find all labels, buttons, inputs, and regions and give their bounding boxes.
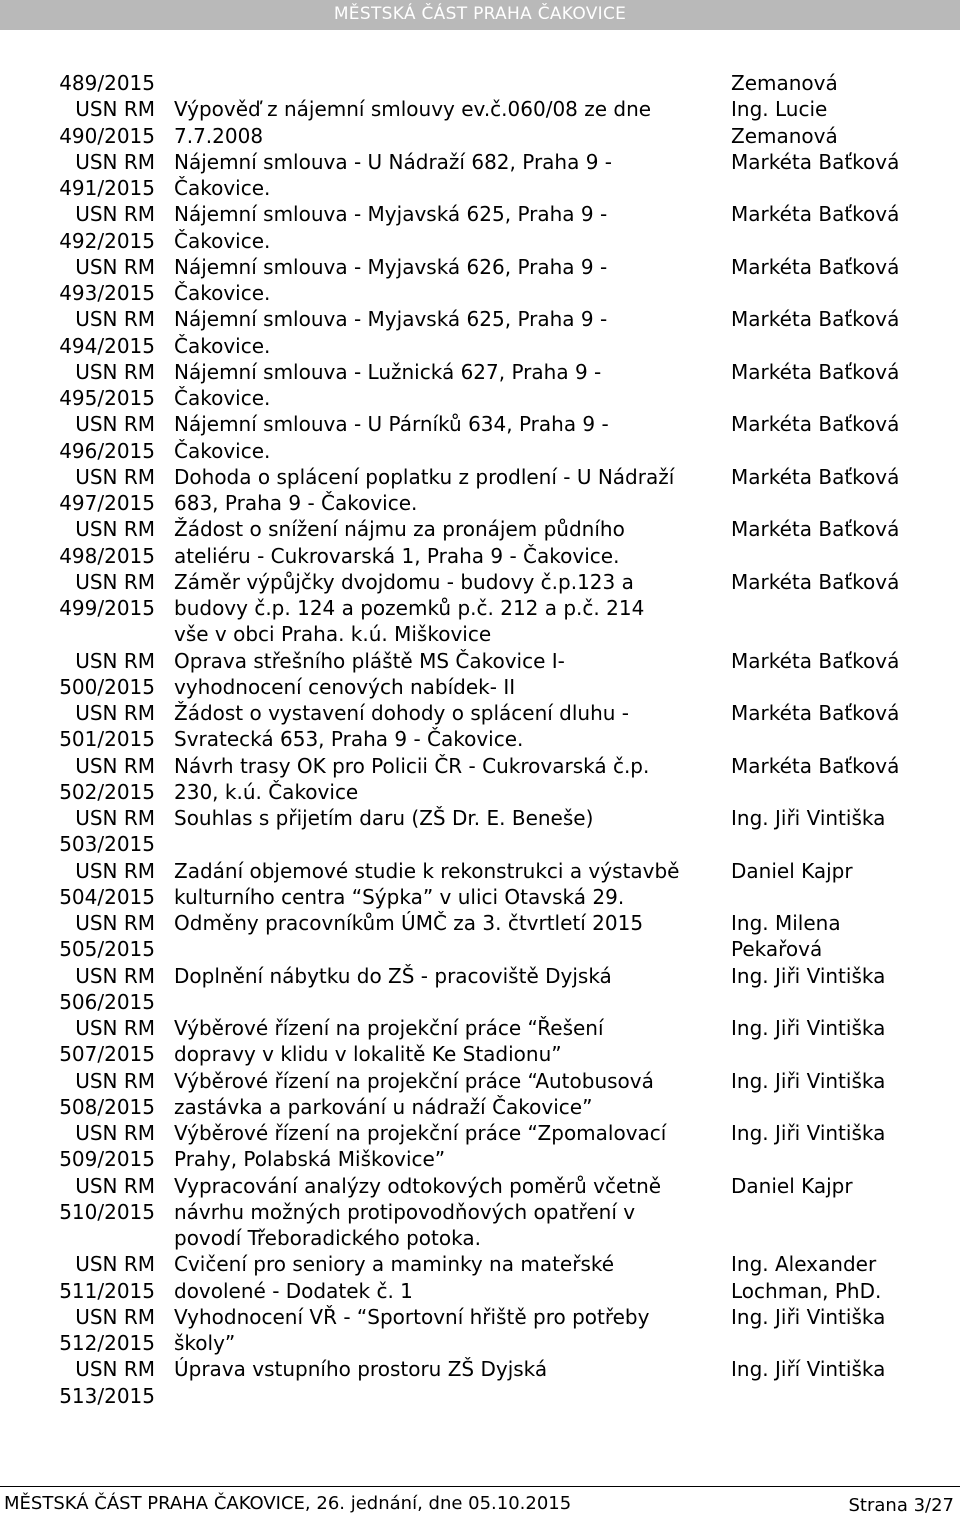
resolution-title: Úprava vstupního prostoru ZŠ Dyjská [174,1357,548,1382]
resolution-number: 489/2015 USN RM 490/2015 [59,71,155,148]
responsible-person: Markéta Baťková [731,254,900,279]
resolution-number: USN RM 506/2015 [59,963,155,1014]
responsible-person: Ing. Milena Pekařová [731,911,841,962]
responsible-person: Ing. Alexander Lochman, PhD. [731,1252,882,1303]
responsible-person: Daniel Kajpr [731,858,853,883]
table-row [0,858,960,911]
resolution-title: Žádost o vystavení dohody o splácení dluhu - Svratecká 653, Praha 9 - Čakovice. [174,701,630,752]
responsible-person: Markéta Baťková [731,517,900,542]
responsible-person: Markéta Baťková [731,412,900,437]
table-row [0,1068,960,1121]
resolution-number: USN RM 501/2015 [59,701,155,752]
responsible-person: Markéta Baťková [731,701,900,725]
resolution-number: USN RM 498/2015 [59,517,155,568]
resolution-number: USN RM 493/2015 [59,254,155,305]
resolution-number: USN RM 500/2015 [59,648,155,699]
resolution-title: Vyhodnocení VŘ - “Sportovní hřiště pro potřeby školy” [174,1304,650,1355]
table-row [0,963,960,1016]
resolution-number: USN RM 494/2015 [59,307,155,358]
resolution-title: Výběrové řízení na projekční práce “Autobusová zastávka a parkování u nádraží Čakovice” [174,1068,654,1119]
resolution-number: USN RM 504/2015 [59,858,155,909]
resolution-title: Cvičení pro seniory a maminky na mateřské dovolené - Dodatek č. 1 [174,1252,615,1303]
footer-divider [0,1486,960,1487]
table-row [0,1356,960,1409]
table-row [0,1251,960,1304]
responsible-person: Zemanová Ing. Lucie Zemanová [731,71,838,148]
resolution-number: USN RM 507/2015 [59,1016,155,1067]
table-row [0,648,960,701]
table-row [0,70,960,149]
responsible-person: Ing. Jiři Vintiška [731,1121,886,1145]
responsible-person: Markéta Baťková [731,202,900,227]
responsible-person: Ing. Jiři Vintiška [731,1068,886,1093]
page-header [0,0,960,30]
table-row [0,306,960,359]
resolution-number: USN RM 491/2015 [59,149,155,200]
table-row [0,359,960,412]
resolution-number: USN RM 508/2015 [59,1068,155,1119]
header-title: MĚSTSKÁ ČÁST PRAHA ČAKOVICE [333,4,627,24]
resolution-title: Návrh trasy OK pro Policii ČR - Cukrovarská č.p. 230, k.ú. Čakovice [174,753,650,804]
responsible-person: Markéta Baťková [731,464,900,489]
resolution-number: USN RM 503/2015 [59,806,155,857]
table-row [0,700,960,753]
responsible-person: Ing. Jiří Vintiška [731,1357,886,1382]
table-row [0,149,960,202]
footer-page-number: Strana 3/27 [848,1495,954,1516]
resolution-title: Dohoda o splácení poplatku z prodlení - U Nádraží 683, Praha 9 - Čakovice. [174,464,675,515]
resolution-title: Nájemní smlouva - U Párníků 634, Praha 9 - Čakovice. [174,412,609,463]
resolution-title: Zadání objemové studie k rekonstrukci a výstavbě kulturního centra “Sýpka” v ulici Otavská 29. [174,858,680,909]
resolution-number: USN RM 510/2015 [59,1173,155,1224]
table-row [0,1120,960,1173]
responsible-person: Ing. Jiři Vintiška [731,1304,886,1329]
resolution-title: Žádost o snížení nájmu za pronájem půdního ateliéru - Cukrovarská 1, Praha 9 - Čakovice. [174,517,625,568]
responsible-person: Markéta Baťková [731,753,900,778]
resolution-title: Výpověď z nájemní smlouvy ev.č.060/08 ze dne 7.7.2008 [174,97,652,148]
table-row [0,516,960,569]
responsible-person: Markéta Baťková [731,307,900,332]
responsible-person: Markéta Baťková [731,359,900,384]
table-row [0,254,960,307]
resolution-title: Nájemní smlouva - U Nádraží 682, Praha 9 - Čakovice. [174,149,613,200]
responsible-person: Ing. Jiři Vintiška [731,963,886,988]
resolution-title: Výběrové řízení na projekční práce “Zpomalovací Prahy, Polabská Miškovice” [174,1121,667,1172]
resolution-title: Oprava střešního pláště MS Čakovice I- vyhodnocení cenových nabídek- II [174,648,565,699]
table-row [0,411,960,464]
table-row [0,1173,960,1252]
table-row [0,910,960,963]
table-row [0,464,960,517]
resolution-title: Vypracování analýzy odtokových poměrů včetně návrhu možných protipovodňových opatření v povodí Třeboradického potoka. [174,1173,662,1250]
table-row [0,569,960,648]
resolution-number: USN RM 496/2015 [59,412,155,463]
table-row [0,805,960,858]
table-row [0,201,960,254]
responsible-person: Markéta Baťková [731,648,900,673]
resolution-number: USN RM 497/2015 [59,464,155,515]
resolution-number: USN RM 492/2015 [59,202,155,253]
table-row [0,1304,960,1357]
resolution-number: USN RM 499/2015 [59,569,155,620]
resolution-title: Odměny pracovníkům ÚMČ za 3. čtvrtletí 2015 [174,911,644,935]
resolution-number: USN RM 512/2015 [59,1304,155,1355]
resolution-number: USN RM 495/2015 [59,359,155,410]
resolution-title: Výběrové řízení na projekční práce “Řešení dopravy v klidu v lokalitě Ke Stadionu” [174,1016,604,1067]
resolution-title: Nájemní smlouva - Myjavská 625, Praha 9 - Čakovice. [174,202,608,253]
resolution-number: USN RM 502/2015 [59,753,155,804]
responsible-person: Daniel Kajpr [731,1173,853,1198]
resolution-title: Záměr výpůjčky dvojdomu - budovy č.p.123 a budovy č.p. 124 a pozemků p.č. 212 a p.č. 214 vše v obci Praha. k.ú. Miškovice [174,569,645,647]
responsible-person: Ing. Jiři Vintiška [731,806,886,830]
resolution-number: USN RM 513/2015 [59,1357,155,1408]
responsible-person: Markéta Baťková [731,149,900,174]
table-row [0,753,960,806]
resolution-table [0,70,960,1409]
resolution-number: USN RM 505/2015 [59,911,155,962]
table-row [0,1015,960,1068]
resolution-title: Nájemní smlouva - Myjavská 626, Praha 9 - Čakovice. [174,254,608,305]
resolution-title: Nájemní smlouva - Myjavská 625, Praha 9 - Čakovice. [174,307,608,358]
resolution-title: Souhlas s přijetím daru (ZŠ Dr. E. Beneše) [174,806,594,830]
footer-document-info: MĚSTSKÁ ČÁST PRAHA ČAKOVICE, 26. jednání, dne 05.10.2015 [4,1493,572,1514]
responsible-person: Markéta Baťková [731,569,900,594]
responsible-person: Ing. Jiři Vintiška [731,1016,886,1040]
resolution-title: Doplnění nábytku do ZŠ - pracoviště Dyjská [174,963,612,988]
resolution-number: USN RM 509/2015 [59,1121,155,1172]
resolution-title: Nájemní smlouva - Lužnická 627, Praha 9 - Čakovice. [174,359,602,410]
resolution-number: USN RM 511/2015 [59,1252,155,1303]
